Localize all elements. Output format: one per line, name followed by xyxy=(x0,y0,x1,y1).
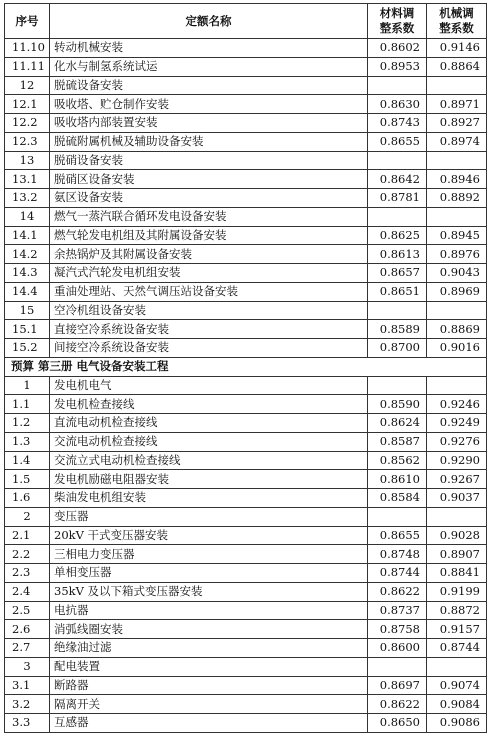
header-material-coefficient xyxy=(368,4,427,39)
row-machine-coefficient: 0.8927 xyxy=(427,114,487,133)
row-name: 凝汽式汽轮发电机组安装 xyxy=(50,264,368,283)
row-machine-coefficient xyxy=(427,151,487,170)
row-name: 绝缘油过滤 xyxy=(50,639,368,658)
row-machine-coefficient: 0.9246 xyxy=(427,395,487,414)
table-row xyxy=(5,320,487,339)
table-row xyxy=(5,245,487,264)
row-code: 14.4 xyxy=(5,282,50,301)
table-row xyxy=(5,132,487,151)
row-material-coefficient: 0.8622 xyxy=(368,695,427,714)
row-machine-coefficient xyxy=(427,376,487,395)
row-code: 1 xyxy=(5,376,50,395)
row-code: 12.1 xyxy=(5,95,50,114)
row-code: 2.5 xyxy=(5,601,50,620)
row-name: 消弧线圈安装 xyxy=(50,620,368,639)
row-code: 3.2 xyxy=(5,695,50,714)
row-code: 1.4 xyxy=(5,451,50,470)
row-machine-coefficient: 0.8892 xyxy=(427,189,487,208)
row-name: 隔离开关 xyxy=(50,695,368,714)
row-code: 13 xyxy=(5,151,50,170)
row-code: 3.1 xyxy=(5,676,50,695)
row-machine-coefficient: 0.8864 xyxy=(427,57,487,76)
row-material-coefficient: 0.8589 xyxy=(368,320,427,339)
row-name: 空冷机组设备安装 xyxy=(50,301,368,320)
row-material-coefficient xyxy=(368,207,427,226)
row-material-coefficient: 0.8650 xyxy=(368,714,427,733)
row-code: 14.3 xyxy=(5,264,50,283)
row-name: 发电机电气 xyxy=(50,376,368,395)
section-row xyxy=(5,76,487,95)
table-row xyxy=(5,339,487,358)
row-name: 发电机励磁电阻器安装 xyxy=(50,470,368,489)
section-row xyxy=(5,301,487,320)
row-machine-coefficient: 0.9043 xyxy=(427,264,487,283)
table-row xyxy=(5,695,487,714)
row-machine-coefficient: 0.9028 xyxy=(427,526,487,545)
row-name: 脱硫设备安装 xyxy=(50,76,368,95)
table-row xyxy=(5,39,487,58)
row-machine-coefficient: 0.9037 xyxy=(427,489,487,508)
row-name: 脱硫附属机械及辅助设备安装 xyxy=(50,132,368,151)
row-material-coefficient: 0.8655 xyxy=(368,132,427,151)
table-row xyxy=(5,226,487,245)
row-material-coefficient: 0.8697 xyxy=(368,676,427,695)
row-code: 2.4 xyxy=(5,582,50,601)
row-machine-coefficient: 0.9157 xyxy=(427,620,487,639)
table-row xyxy=(5,114,487,133)
row-name: 脱硝设备安装 xyxy=(50,151,368,170)
row-code: 11.11 xyxy=(5,57,50,76)
row-machine-coefficient: 0.8869 xyxy=(427,320,487,339)
row-machine-coefficient: 0.9199 xyxy=(427,582,487,601)
row-code: 14 xyxy=(5,207,50,226)
section-row xyxy=(5,376,487,395)
table-row xyxy=(5,95,487,114)
row-machine-coefficient: 0.9290 xyxy=(427,451,487,470)
row-material-coefficient: 0.8622 xyxy=(368,582,427,601)
table-row xyxy=(5,189,487,208)
row-name: 变压器 xyxy=(50,507,368,526)
row-machine-coefficient: 0.9249 xyxy=(427,414,487,433)
row-material-coefficient: 0.8624 xyxy=(368,414,427,433)
table-row xyxy=(5,601,487,620)
section-row xyxy=(5,151,487,170)
row-name: 交流电动机检查接线 xyxy=(50,432,368,451)
chapter-row xyxy=(5,357,487,376)
table-row xyxy=(5,714,487,733)
row-machine-coefficient: 0.8841 xyxy=(427,564,487,583)
row-code: 15 xyxy=(5,301,50,320)
section-row xyxy=(5,507,487,526)
row-machine-coefficient: 0.9016 xyxy=(427,339,487,358)
row-material-coefficient: 0.8600 xyxy=(368,639,427,658)
row-name: 电抗器 xyxy=(50,601,368,620)
header-name: 定额名称 xyxy=(50,4,368,39)
row-code: 1.6 xyxy=(5,489,50,508)
table-row xyxy=(5,489,487,508)
row-code: 15.1 xyxy=(5,320,50,339)
row-material-coefficient xyxy=(368,301,427,320)
row-name: 化水与制氢系统试运 xyxy=(50,57,368,76)
row-material-coefficient: 0.8657 xyxy=(368,264,427,283)
row-code: 1.5 xyxy=(5,470,50,489)
row-code: 1.3 xyxy=(5,432,50,451)
table-body xyxy=(5,39,487,733)
row-machine-coefficient: 0.9276 xyxy=(427,432,487,451)
row-material-coefficient: 0.8610 xyxy=(368,470,427,489)
row-name: 重油处理站、天然气调压站设备安装 xyxy=(50,282,368,301)
table-row xyxy=(5,282,487,301)
table-row xyxy=(5,414,487,433)
row-machine-coefficient xyxy=(427,657,487,676)
row-code: 2.2 xyxy=(5,545,50,564)
row-name: 燃气一蒸汽联合循环发电设备安装 xyxy=(50,207,368,226)
table-row xyxy=(5,620,487,639)
row-machine-coefficient: 0.8969 xyxy=(427,282,487,301)
table-row xyxy=(5,639,487,658)
row-code: 14.2 xyxy=(5,245,50,264)
row-material-coefficient: 0.8737 xyxy=(368,601,427,620)
row-material-coefficient xyxy=(368,657,427,676)
row-code: 13.2 xyxy=(5,189,50,208)
row-name: 柴油发电机组安装 xyxy=(50,489,368,508)
row-material-coefficient: 0.8602 xyxy=(368,39,427,58)
row-material-coefficient: 0.8700 xyxy=(368,339,427,358)
header-machine-label: 机械调整系数 xyxy=(439,6,474,35)
header-machine-coefficient xyxy=(427,4,487,39)
row-name: 吸收塔内部装置安装 xyxy=(50,114,368,133)
chapter-title: 预算 第三册 电气设备安装工程 xyxy=(5,357,487,376)
row-material-coefficient: 0.8613 xyxy=(368,245,427,264)
row-name: 单相变压器 xyxy=(50,564,368,583)
row-code: 12.3 xyxy=(5,132,50,151)
row-material-coefficient xyxy=(368,376,427,395)
row-machine-coefficient: 0.8971 xyxy=(427,95,487,114)
row-material-coefficient: 0.8655 xyxy=(368,526,427,545)
row-name: 配电装置 xyxy=(50,657,368,676)
row-machine-coefficient: 0.8907 xyxy=(427,545,487,564)
row-machine-coefficient: 0.9074 xyxy=(427,676,487,695)
row-name: 断路器 xyxy=(50,676,368,695)
row-code: 14.1 xyxy=(5,226,50,245)
row-code: 11.10 xyxy=(5,39,50,58)
row-material-coefficient: 0.8590 xyxy=(368,395,427,414)
table-row xyxy=(5,432,487,451)
row-name: 交流立式电动机检查接线 xyxy=(50,451,368,470)
row-material-coefficient xyxy=(368,76,427,95)
row-code: 15.2 xyxy=(5,339,50,358)
row-code: 2 xyxy=(5,507,50,526)
table-row xyxy=(5,395,487,414)
row-name: 脱硝区设备安装 xyxy=(50,170,368,189)
row-code: 1.1 xyxy=(5,395,50,414)
row-material-coefficient: 0.8584 xyxy=(368,489,427,508)
row-machine-coefficient: 0.9084 xyxy=(427,695,487,714)
row-machine-coefficient: 0.8744 xyxy=(427,639,487,658)
row-machine-coefficient: 0.9267 xyxy=(427,470,487,489)
row-material-coefficient: 0.8744 xyxy=(368,564,427,583)
section-row xyxy=(5,207,487,226)
table-row xyxy=(5,545,487,564)
table-header xyxy=(5,4,487,39)
row-name: 35kV 及以下箱式变压器安装 xyxy=(50,582,368,601)
row-name: 间接空冷系统设备安装 xyxy=(50,339,368,358)
row-machine-coefficient xyxy=(427,301,487,320)
row-code: 1.2 xyxy=(5,414,50,433)
row-machine-coefficient xyxy=(427,507,487,526)
row-code: 2.3 xyxy=(5,564,50,583)
row-code: 13.1 xyxy=(5,170,50,189)
row-name: 直接空冷系统设备安装 xyxy=(50,320,368,339)
row-material-coefficient: 0.8953 xyxy=(368,57,427,76)
row-code: 12.2 xyxy=(5,114,50,133)
row-machine-coefficient xyxy=(427,207,487,226)
row-material-coefficient: 0.8642 xyxy=(368,170,427,189)
table-row xyxy=(5,470,487,489)
header-material-label: 材料调整系数 xyxy=(379,6,415,35)
row-material-coefficient xyxy=(368,507,427,526)
row-machine-coefficient: 0.8945 xyxy=(427,226,487,245)
row-machine-coefficient: 0.8976 xyxy=(427,245,487,264)
table-row xyxy=(5,582,487,601)
row-material-coefficient: 0.8748 xyxy=(368,545,427,564)
row-code: 2.6 xyxy=(5,620,50,639)
row-material-coefficient: 0.8587 xyxy=(368,432,427,451)
row-name: 氨区设备安装 xyxy=(50,189,368,208)
row-name: 燃气轮发电机组及其附属设备安装 xyxy=(50,226,368,245)
table-row xyxy=(5,676,487,695)
row-name: 三相电力变压器 xyxy=(50,545,368,564)
row-machine-coefficient: 0.9086 xyxy=(427,714,487,733)
table-row xyxy=(5,264,487,283)
row-name: 20kV 干式变压器安装 xyxy=(50,526,368,545)
row-machine-coefficient: 0.8974 xyxy=(427,132,487,151)
row-material-coefficient xyxy=(368,151,427,170)
table-row xyxy=(5,526,487,545)
table-row xyxy=(5,451,487,470)
table-row xyxy=(5,564,487,583)
row-material-coefficient: 0.8625 xyxy=(368,226,427,245)
coefficient-table xyxy=(4,3,487,733)
row-name: 互感器 xyxy=(50,714,368,733)
section-row xyxy=(5,657,487,676)
row-name: 吸收塔、贮仓制作安装 xyxy=(50,95,368,114)
row-code: 3.3 xyxy=(5,714,50,733)
row-machine-coefficient xyxy=(427,76,487,95)
row-machine-coefficient: 0.8872 xyxy=(427,601,487,620)
table-row xyxy=(5,57,487,76)
header-row xyxy=(5,4,487,39)
row-material-coefficient: 0.8562 xyxy=(368,451,427,470)
row-material-coefficient: 0.8743 xyxy=(368,114,427,133)
row-material-coefficient: 0.8651 xyxy=(368,282,427,301)
row-name: 余热锅炉及其附属设备安装 xyxy=(50,245,368,264)
row-code: 3 xyxy=(5,657,50,676)
row-name: 直流电动机检查接线 xyxy=(50,414,368,433)
row-machine-coefficient: 0.8946 xyxy=(427,170,487,189)
row-name: 发电机检查接线 xyxy=(50,395,368,414)
row-machine-coefficient: 0.9146 xyxy=(427,39,487,58)
row-material-coefficient: 0.8630 xyxy=(368,95,427,114)
row-name: 转动机械安装 xyxy=(50,39,368,58)
header-code: 序号 xyxy=(5,4,50,39)
row-code: 2.1 xyxy=(5,526,50,545)
row-material-coefficient: 0.8758 xyxy=(368,620,427,639)
row-code: 12 xyxy=(5,76,50,95)
row-code: 2.7 xyxy=(5,639,50,658)
row-material-coefficient: 0.8781 xyxy=(368,189,427,208)
table-row xyxy=(5,170,487,189)
